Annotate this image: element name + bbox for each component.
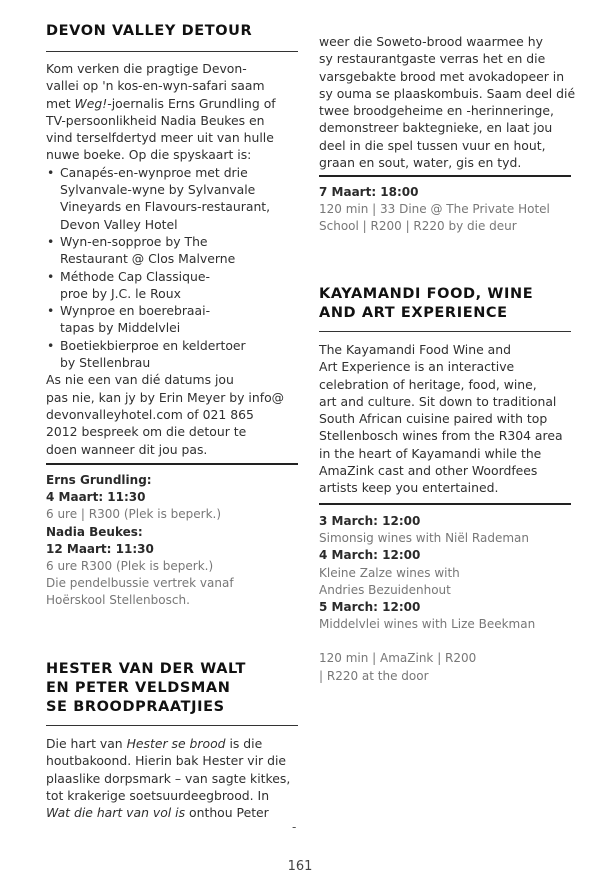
page-number: 161 [287,859,313,874]
hester-session: 7 Maart: 18:00 120 min | 33 Dine @ The Private Hotel School | R200 | R220 by die deur [319,185,550,234]
hester-heading: HESTER VAN DER WALT EN PETER VELDSMAN SE BROODPRAATJIES [46,661,246,715]
hester-continued: weer die Soweto-brood waarmee hy sy restaurantgaste verras het en die varsgebakte brood met avokadopeer in sy ouma se plaaskombuis. Saam deel dié twee broodgeheime en -herinneringe, demonstreer baktegnieke, en laat jou deel in die spel tussen vuur en hout, graan en sout, water, gis en tyd. [319,34,576,171]
list-item: • Wynproe en boerebraai- tapas by Middelvlei [46,302,284,337]
divider [319,503,571,505]
divider [319,331,571,332]
kayamandi-sessions: 3 March: 12:00 Simonsig wines with Niël Rademan 4 March: 12:00 Kleine Zalze wines with Andries Bezuidenhout 5 March: 12:00 Middelvlei wines with Lize Beekman 120 min | AmaZink | R200 | R220 at the door [319,514,536,683]
page-dash: - [292,820,297,834]
devon-heading: DEVON VALLEY DETOUR [46,23,253,39]
list-item: • Boetiekbierproe en keldertoer by Stellenbrau [46,337,284,372]
menu-list [46,164,284,372]
divider [46,51,298,52]
devon-sessions: Erns Grundling: 4 Maart: 11:30 6 ure | R300 (Plek is beperk.) Nadia Beukes: 12 Maart: 11:30 6 ure R300 (Plek is beperk.) Die pendelbussie vertrek vanaf Hoërskool Stellenbosch. [46,473,234,608]
hester-intro: Die hart van Hester se brood is die houtbakoond. Hierin bak Hester vir die plaaslike dorpsmark – van sagte kitkes, tot krakerige soetsuurdeegbrood. In Wat die hart van vol is onthou Peter [46,736,291,821]
list-item: • Canapés-en-wynproe met drie Sylvanvale-wyne by Sylvanvale Vineyards en Flavours-restaurant, Devon Valley Hotel [46,164,284,233]
divider [319,175,571,177]
devon-intro: Kom verken die pragtige Devon- vallei op 'n kos-en-wyn-safari saam met Weg!-joernalis Erns Grundling of TV-persoonlikheid Nadia Beukes en vind terselfdertyd meer uit van hulle nuwe boeke. Op die spyskaart is: • Canapés-en-wynproe met drie Sylvanvale-wyne by Sylvanvale Vineyards en Flavours-restaurant, Devon Valley Hotel • Wyn-en-sopproe by The Restaurant @ Clos Malverne • Méthode Cap Classique- proe by J.C. le Roux • Wynproe en boerebraai- tapas by Middelvlei • Boetiekbierproe en keldertoer by Stellenbrau As nie een van dié datums jou pas nie, kan jy by Erin Meyer by info@ devonvalleyhotel.com of 021 865 2012 bespreek om die detour te doen wanneer dit jou pas. [46,60,284,458]
divider [46,725,298,726]
list-item: • Wyn-en-sopproe by The Restaurant @ Clos Malverne [46,233,284,268]
divider [46,463,298,465]
list-item: • Méthode Cap Classique- proe by J.C. le Roux [46,268,284,303]
kayamandi-heading: KAYAMANDI FOOD, WINE AND ART EXPERIENCE [319,286,534,321]
kayamandi-body: The Kayamandi Food Wine and Art Experience is an interactive celebration of heritage, food, wine, art and culture. Sit down to traditional South African cuisine paired with top Stellenbosch wines from the R304 area in the heart of Kayamandi while the AmaZink cast and other Woordfees artists keep you entertained. [319,342,563,496]
